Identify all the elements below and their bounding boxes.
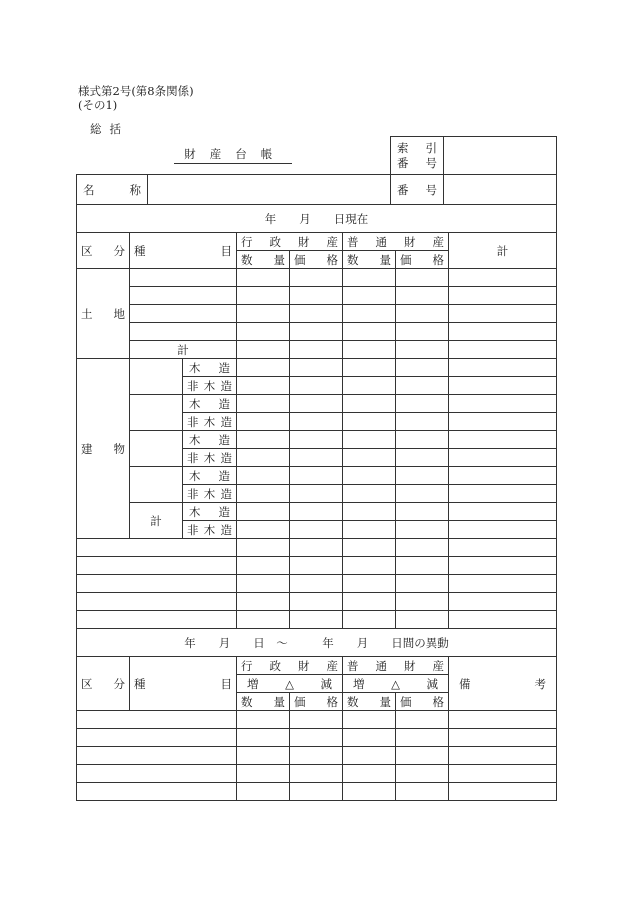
cell[interactable]	[290, 539, 343, 557]
building-label: 建 物	[77, 359, 130, 539]
cell[interactable]	[449, 783, 557, 801]
cell[interactable]	[343, 359, 396, 377]
cell[interactable]	[290, 503, 343, 521]
sub-price: 価 格	[290, 693, 343, 711]
cell[interactable]	[290, 747, 343, 765]
col-shumoku: 種 目	[130, 657, 237, 711]
cell[interactable]	[449, 395, 557, 413]
cell[interactable]	[290, 377, 343, 395]
blank-item[interactable]	[77, 611, 237, 629]
blank-item[interactable]	[77, 593, 237, 611]
cell[interactable]	[449, 711, 557, 729]
col-kubun: 区 分	[77, 233, 130, 269]
cell[interactable]	[290, 557, 343, 575]
cell[interactable]	[449, 485, 557, 503]
cell[interactable]	[343, 305, 396, 323]
wooden-label: 木 造	[183, 359, 237, 377]
cell[interactable]	[396, 395, 449, 413]
cell[interactable]	[290, 593, 343, 611]
asset-summary-table	[76, 204, 557, 801]
cell[interactable]	[237, 341, 290, 359]
cell[interactable]	[290, 323, 343, 341]
header-table	[76, 136, 557, 205]
cell[interactable]	[237, 323, 290, 341]
cell[interactable]	[449, 575, 557, 593]
cell[interactable]	[343, 611, 396, 629]
sub-price: 価 格	[290, 251, 343, 269]
nonwooden-label: 非 木 造	[183, 413, 237, 431]
cell[interactable]	[237, 611, 290, 629]
cell[interactable]	[343, 539, 396, 557]
cell[interactable]	[237, 395, 290, 413]
cell[interactable]	[449, 611, 557, 629]
wooden-label: 木 造	[183, 431, 237, 449]
cell[interactable]	[449, 431, 557, 449]
cell[interactable]	[237, 575, 290, 593]
cell[interactable]	[290, 341, 343, 359]
cell[interactable]	[290, 413, 343, 431]
building-item[interactable]	[130, 467, 183, 503]
cell[interactable]	[290, 287, 343, 305]
building-item[interactable]	[130, 359, 183, 395]
cell[interactable]	[343, 575, 396, 593]
nonwooden-label: 非 木 造	[183, 485, 237, 503]
sub-quantity: 数 量	[343, 251, 396, 269]
wooden-label: 木 造	[183, 467, 237, 485]
cell[interactable]	[290, 269, 343, 287]
cell[interactable]	[237, 729, 290, 747]
cell[interactable]	[237, 431, 290, 449]
cell[interactable]	[343, 765, 396, 783]
blank-item[interactable]	[77, 575, 237, 593]
sub-quantity: 数 量	[237, 693, 290, 711]
cell[interactable]	[237, 557, 290, 575]
cell[interactable]	[237, 539, 290, 557]
cell[interactable]	[237, 287, 290, 305]
cell[interactable]	[290, 395, 343, 413]
cell[interactable]	[396, 323, 449, 341]
cell[interactable]	[343, 467, 396, 485]
col-gyosei-zaisan: 行 政 財 産	[237, 657, 343, 675]
blank-item[interactable]	[77, 557, 237, 575]
cell[interactable]	[237, 711, 290, 729]
col-shumoku: 種 目	[130, 233, 237, 269]
form-number: 様式第2号(第8条関係)	[78, 84, 194, 98]
change-item[interactable]	[77, 729, 237, 747]
cell[interactable]	[237, 467, 290, 485]
cell[interactable]	[343, 711, 396, 729]
cell[interactable]	[290, 521, 343, 539]
increase-decrease: 増 △ 減	[237, 675, 343, 693]
cell[interactable]	[396, 341, 449, 359]
land-item[interactable]	[130, 323, 237, 341]
cell[interactable]	[290, 431, 343, 449]
cell[interactable]	[449, 467, 557, 485]
cell[interactable]	[396, 593, 449, 611]
cell[interactable]	[449, 377, 557, 395]
cell[interactable]	[343, 747, 396, 765]
cell[interactable]	[396, 611, 449, 629]
cell[interactable]	[343, 485, 396, 503]
cell[interactable]	[396, 539, 449, 557]
name-label: 名 称	[77, 175, 148, 205]
cell[interactable]	[290, 729, 343, 747]
cell[interactable]	[449, 539, 557, 557]
cell[interactable]	[449, 747, 557, 765]
as-of-date-line: 年 月 日現在	[77, 205, 557, 233]
land-item[interactable]	[130, 305, 237, 323]
cell[interactable]	[343, 593, 396, 611]
sub-price: 価 格	[396, 251, 449, 269]
cell[interactable]	[449, 521, 557, 539]
cell[interactable]	[343, 287, 396, 305]
sub-quantity: 数 量	[343, 693, 396, 711]
cell[interactable]	[449, 765, 557, 783]
cell[interactable]	[237, 305, 290, 323]
cell[interactable]	[237, 359, 290, 377]
cell[interactable]	[396, 485, 449, 503]
cell[interactable]	[449, 729, 557, 747]
cell[interactable]	[343, 377, 396, 395]
cell[interactable]	[396, 359, 449, 377]
cell[interactable]	[396, 729, 449, 747]
cell[interactable]	[396, 449, 449, 467]
name-field[interactable]	[148, 175, 391, 205]
cell[interactable]	[343, 557, 396, 575]
col-remarks: 備 考	[449, 657, 557, 711]
cell[interactable]	[396, 269, 449, 287]
building-total-label: 計	[130, 503, 183, 539]
building-item[interactable]	[130, 395, 183, 431]
cell[interactable]	[396, 377, 449, 395]
cell[interactable]	[343, 341, 396, 359]
cell[interactable]	[396, 557, 449, 575]
cell[interactable]	[343, 413, 396, 431]
cell[interactable]	[396, 575, 449, 593]
cell[interactable]	[343, 449, 396, 467]
land-item[interactable]	[130, 287, 237, 305]
cell[interactable]	[237, 765, 290, 783]
cell[interactable]	[449, 305, 557, 323]
cell[interactable]	[396, 467, 449, 485]
cell[interactable]	[449, 323, 557, 341]
cell[interactable]	[343, 323, 396, 341]
cell[interactable]	[396, 431, 449, 449]
cell[interactable]	[396, 783, 449, 801]
cell[interactable]	[396, 765, 449, 783]
cell[interactable]	[343, 521, 396, 539]
cell[interactable]	[343, 269, 396, 287]
cell[interactable]	[396, 503, 449, 521]
number-field[interactable]	[444, 175, 557, 205]
cell[interactable]	[290, 359, 343, 377]
cell[interactable]	[396, 305, 449, 323]
cell[interactable]	[396, 521, 449, 539]
cell[interactable]	[290, 305, 343, 323]
cell[interactable]	[290, 467, 343, 485]
cell[interactable]	[290, 611, 343, 629]
building-item[interactable]	[130, 431, 183, 467]
cell[interactable]	[290, 783, 343, 801]
cell[interactable]	[343, 431, 396, 449]
cell[interactable]	[290, 711, 343, 729]
cell[interactable]	[396, 711, 449, 729]
cell[interactable]	[449, 287, 557, 305]
form-part: (その1)	[78, 98, 118, 112]
col-kubun: 区 分	[77, 657, 130, 711]
cell[interactable]	[343, 729, 396, 747]
increase-decrease: 増 △ 減	[343, 675, 449, 693]
col-futsu-zaisan: 普 通 財 産	[343, 233, 449, 251]
wooden-label: 木 造	[183, 395, 237, 413]
change-item[interactable]	[77, 711, 237, 729]
nonwooden-label: 非 木 造	[183, 449, 237, 467]
cell[interactable]	[290, 449, 343, 467]
cell[interactable]	[290, 765, 343, 783]
cell[interactable]	[449, 449, 557, 467]
cell[interactable]	[237, 413, 290, 431]
sub-quantity: 数 量	[237, 251, 290, 269]
cell[interactable]	[237, 593, 290, 611]
land-item[interactable]	[130, 269, 237, 287]
index-number-label: 索 引 番 号	[391, 137, 444, 175]
nonwooden-label: 非 木 造	[183, 377, 237, 395]
number-label: 番 号	[391, 175, 444, 205]
col-total: 計	[449, 233, 557, 269]
change-period-line: 年 月 日 ～ 年 月 日間の異動	[77, 629, 557, 657]
col-gyosei-zaisan: 行 政 財 産	[237, 233, 343, 251]
cell[interactable]	[396, 747, 449, 765]
nonwooden-label: 非 木 造	[183, 521, 237, 539]
land-total-label: 計	[130, 341, 237, 359]
col-futsu-zaisan: 普 通 財 産	[343, 657, 449, 675]
index-number-field[interactable]	[444, 137, 557, 175]
cell[interactable]	[449, 341, 557, 359]
cell[interactable]	[449, 413, 557, 431]
cell[interactable]	[449, 593, 557, 611]
land-label: 土 地	[77, 269, 130, 359]
cell[interactable]	[290, 485, 343, 503]
cell[interactable]	[396, 413, 449, 431]
blank-item[interactable]	[77, 539, 237, 557]
cell[interactable]	[237, 521, 290, 539]
cell[interactable]	[237, 269, 290, 287]
cell[interactable]	[343, 503, 396, 521]
wooden-label: 木 造	[183, 503, 237, 521]
cell[interactable]	[396, 287, 449, 305]
change-item[interactable]	[77, 747, 237, 765]
cell[interactable]	[449, 269, 557, 287]
cell[interactable]	[237, 783, 290, 801]
cell[interactable]	[449, 557, 557, 575]
change-item[interactable]	[77, 765, 237, 783]
cell[interactable]	[237, 503, 290, 521]
section-heading: 総括	[90, 122, 129, 136]
cell[interactable]	[343, 395, 396, 413]
cell[interactable]	[449, 503, 557, 521]
ledger-title: 財産台帳	[77, 137, 391, 175]
cell[interactable]	[290, 575, 343, 593]
cell[interactable]	[237, 377, 290, 395]
change-item[interactable]	[77, 783, 237, 801]
cell[interactable]	[237, 449, 290, 467]
cell[interactable]	[237, 747, 290, 765]
cell[interactable]	[343, 783, 396, 801]
sub-price: 価 格	[396, 693, 449, 711]
cell[interactable]	[237, 485, 290, 503]
cell[interactable]	[449, 359, 557, 377]
